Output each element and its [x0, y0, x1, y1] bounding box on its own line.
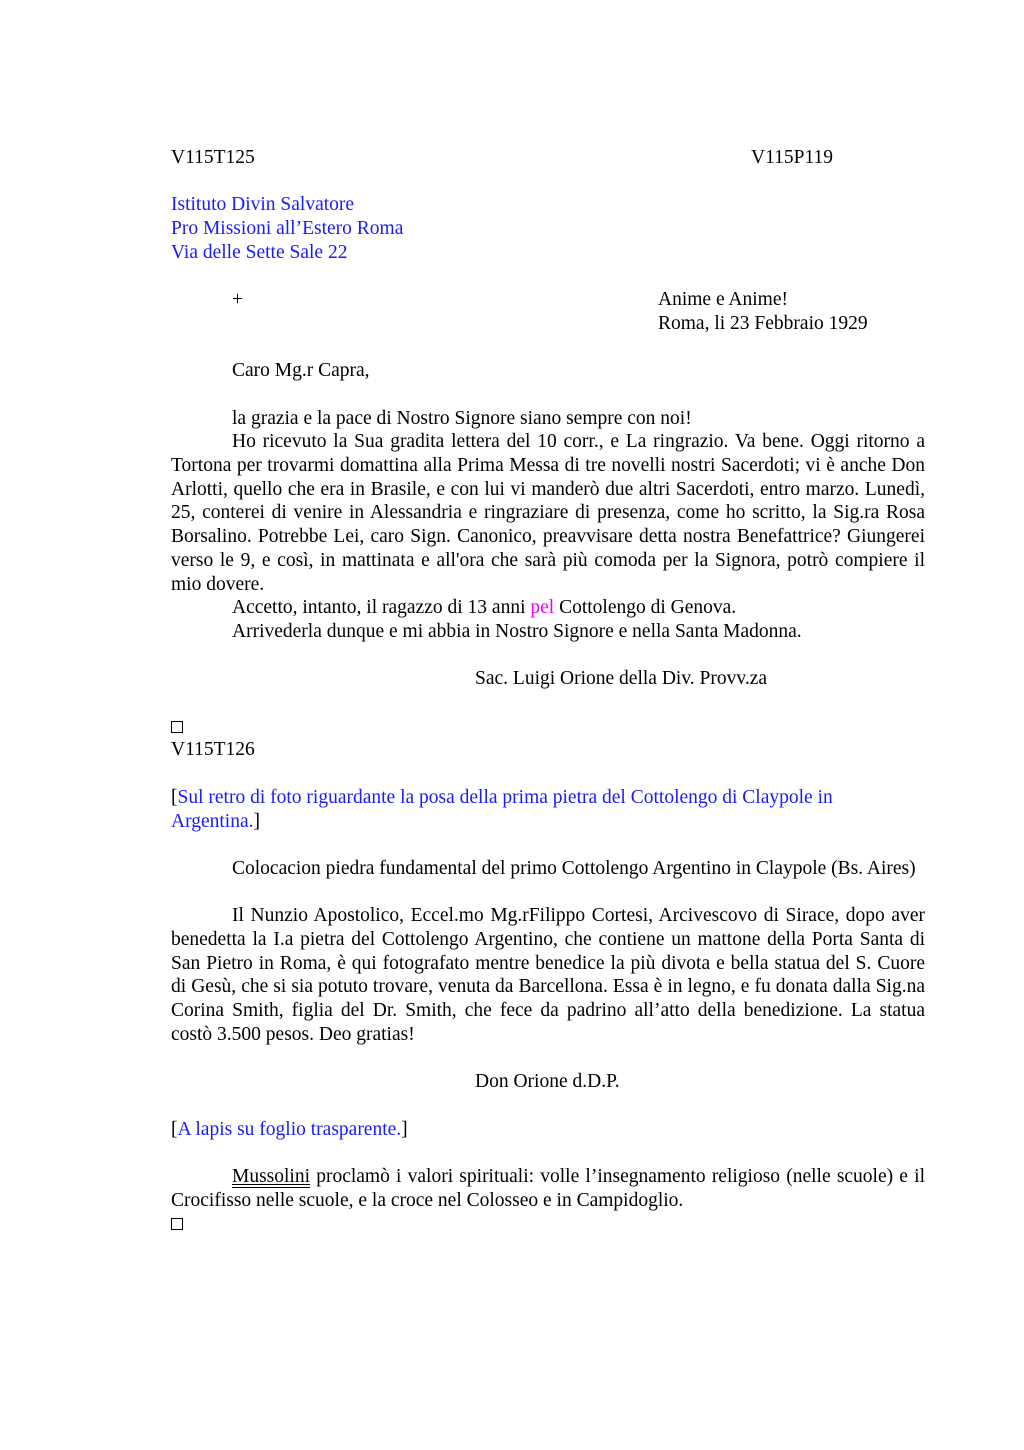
- signature-2: Don Orione d.D.P.: [475, 1071, 620, 1093]
- date-line: Roma, li 23 Febbraio 1929: [658, 312, 868, 334]
- acceptance-text-start: Accetto, intanto, il ragazzo di 13 anni: [232, 597, 531, 619]
- letterhead-line-1: Istituto Divin Salvatore: [171, 194, 355, 216]
- checkbox-square-icon: [171, 721, 183, 733]
- acceptance-text-end: Cottolengo di Genova.: [554, 597, 737, 619]
- highlighted-word: pel: [530, 597, 555, 619]
- reference-code-right: V115P119: [751, 147, 833, 168]
- reference-code-2: V115T126: [171, 739, 255, 761]
- note-2-bracket-open: [: [171, 1118, 178, 1140]
- underlined-name: Mussolini: [232, 1166, 311, 1187]
- note-1-bracket-open: [: [171, 786, 178, 808]
- photo-caption-title: Colocacion piedra fundamental del primo Cottolengo Argentino in Claypole (Bs. Aires): [232, 857, 916, 879]
- note-2-bracket-close: ]: [401, 1118, 408, 1140]
- letterhead-line-2: Pro Missioni all’Estero Roma: [171, 218, 404, 240]
- document-page: [171, 146, 925, 1236]
- note-1-bracket-close: ]: [253, 810, 260, 832]
- date-line-row: [171, 312, 925, 336]
- signature-1: Sac. Luigi Orione della Div. Provv.za: [475, 668, 768, 690]
- motto: Anime e Anime!: [658, 289, 788, 311]
- editor-note-1: [171, 786, 891, 833]
- letterhead-line-3: Via delle Sette Sale 22: [171, 241, 348, 263]
- separator-box-2: [171, 1212, 925, 1236]
- reference-code-left: V115T125: [171, 147, 255, 168]
- checkbox-square-icon: [171, 1218, 183, 1230]
- letter-closing: Arrivederla dunque e mi abbia in Nostro Signore e nella Santa Madonna.: [232, 620, 802, 642]
- final-paragraph-text: proclamò i valori spirituali: volle l’insegnamento religioso (nelle scuole) e il Crocifisso nelle scuole, e la croce nel Colosseo e in Campidoglio.: [171, 1166, 925, 1211]
- photo-caption-body: Il Nunzio Apostolico, Eccel.mo Mg.rFilippo Cortesi, Arcivescovo di Sirace, dopo aver benedetta la I.a pietra del Cottolengo Argentino, che contiene un mattone della Porta Santa di San Pietro in Roma, è qui fotografato mentre benedice la più divota e bella statua del S. Cuore di Gesù, che si sia potuto trovare, venuta da Barcellona. Essa è in legno, e fu donata dalla Sig.na Corina Smith, figlia del Dr. Smith, che fece da padrino all’atto della benedizione. La statua costò 3.500 pesos. Deo gratias!: [171, 905, 925, 1045]
- editor-note-2: [171, 1118, 925, 1142]
- note-2-text: A lapis su foglio trasparente.: [177, 1118, 402, 1140]
- greeting: la grazia e la pace di Nostro Signore siano sempre con noi!: [232, 407, 692, 429]
- letter-body-paragraph: Ho ricevuto la Sua gradita lettera del 10 corr., e La ringrazio. Va bene. Oggi ritorno a Tortona per trovarmi domattina alla Prima Messa di tre novelli nostri Sacerdoti; vi è anche Don Arlotti, quello che era in Brasile, e con lui vi manderò due altri Sacerdoti, entro marzo. Lunedì, 25, conterei di venire in Alessandria e ringraziare di presenza, come ho scritto, la Sig.ra Rosa Borsalino. Potrebbe Lei, caro Sign. Canonico, preavvisare detta nostra Benefattrice? Giungerei verso le 9, e così, in mattinata e all'ora che sarà più comoda per la Signora, potrò compiere il mio dovere.: [171, 431, 925, 595]
- cross-symbol: +: [232, 289, 243, 311]
- letter-body-acceptance: [171, 596, 925, 620]
- separator-box-1: [171, 715, 925, 739]
- cross-motto-line: [171, 288, 925, 312]
- note-1-text: Sul retro di foto riguardante la posa della prima pietra del Cottolengo di Claypole in Argentina.: [171, 786, 833, 832]
- reference-line-1: [171, 146, 925, 170]
- final-paragraph: [171, 1165, 925, 1212]
- salutation: Caro Mg.r Capra,: [232, 360, 370, 382]
